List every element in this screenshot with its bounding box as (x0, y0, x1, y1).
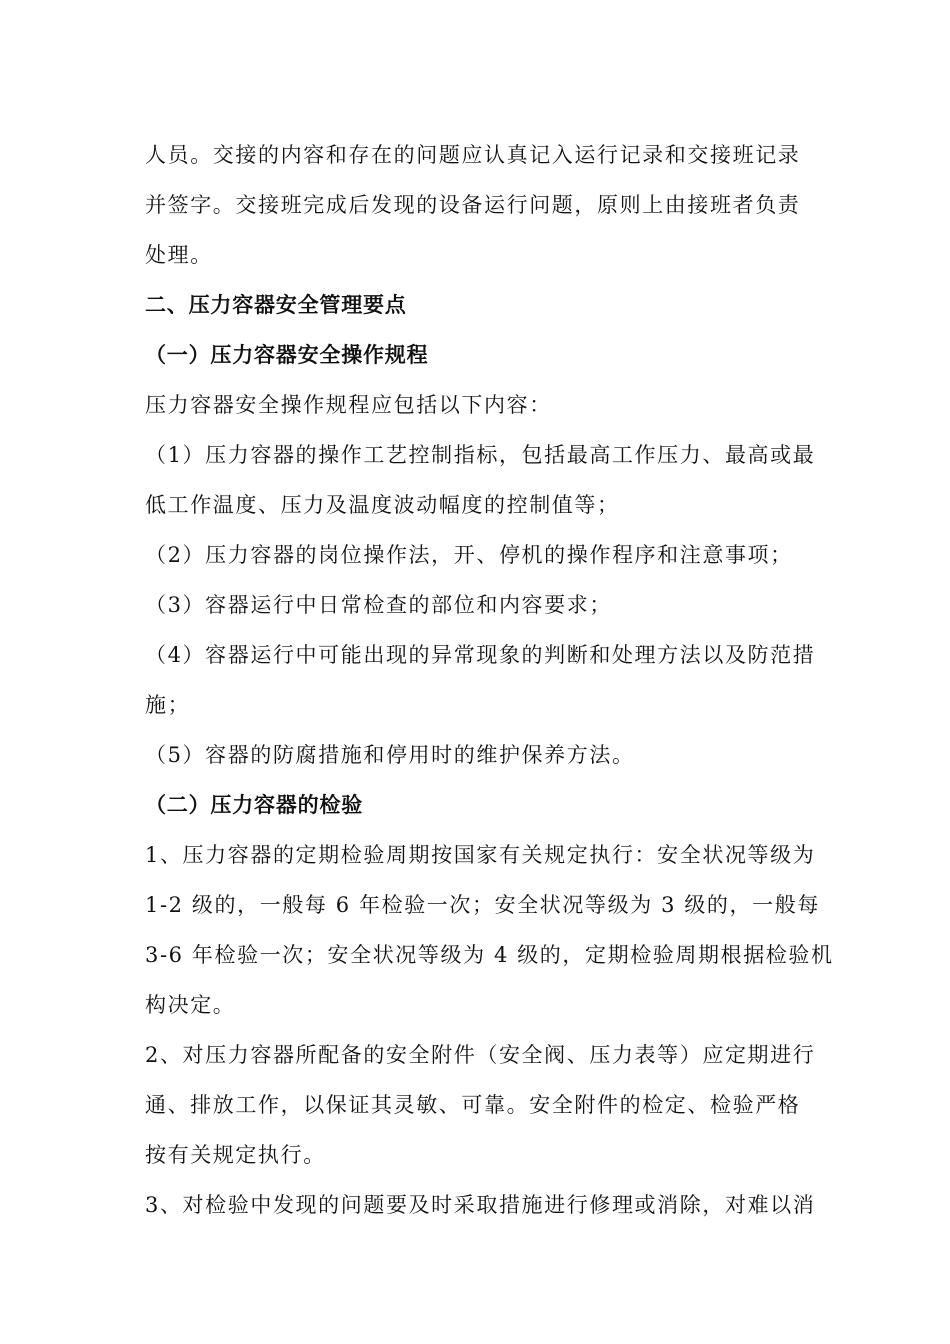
paragraph-line: 并签字。交接班完成后发现的设备运行问题，原则上由接班者负责 (145, 193, 801, 217)
list-item-line: （3）容器运行中日常检查的部位和内容要求； (145, 593, 612, 617)
paragraph-line: 人员。交接的内容和存在的问题应认真记入运行记录和交接班记录 (145, 143, 801, 167)
list-item-line: （2）压力容器的岗位操作法，开、停机的操作程序和注意事项； (145, 543, 793, 567)
paragraph-line: 2、对压力容器所配备的安全附件（安全阀、压力表等）应定期进行 (145, 1043, 816, 1067)
list-item-line: 低工作温度、压力及温度波动幅度的控制值等； (145, 493, 620, 517)
paragraph-line: 3、对检验中发现的问题要及时采取措施进行修理或消除，对难以消 (145, 1193, 816, 1217)
paragraph-line: 1-2 级的，一般每 6 年检验一次；安全状况等级为 3 级的，一般每 (145, 893, 820, 917)
paragraph-line: 压力容器安全操作规程应包括以下内容： (145, 393, 552, 417)
paragraph-line: 1、压力容器的定期检验周期按国家有关规定执行：安全状况等级为 (145, 843, 816, 867)
subsection-heading: （二）压力容器的检验 (145, 792, 363, 817)
paragraph-line: 构决定。 (145, 993, 236, 1017)
list-item-line: （1）压力容器的操作工艺控制指标，包括最高工作压力、最高或最 (145, 443, 816, 467)
list-item-line: 施； (145, 693, 191, 717)
paragraph-line: 按有关规定执行。 (145, 1143, 326, 1167)
list-item-line: （5）容器的防腐措施和停用时的维护保养方法。 (145, 743, 635, 767)
paragraph-line: 3-6 年检验一次；安全状况等级为 4 级的，定期检验周期根据检验机 (145, 943, 834, 967)
document-page (145, 130, 834, 1230)
paragraph-line: 处理。 (145, 243, 213, 267)
list-item-line: （4）容器运行中可能出现的异常现象的判断和处理方法以及防范措 (145, 643, 816, 667)
section-heading: 二、压力容器安全管理要点 (145, 292, 407, 317)
subsection-heading: （一）压力容器安全操作规程 (145, 342, 429, 367)
paragraph-line: 通、排放工作，以保证其灵敏、可靠。安全附件的检定、检验严格 (145, 1093, 801, 1117)
